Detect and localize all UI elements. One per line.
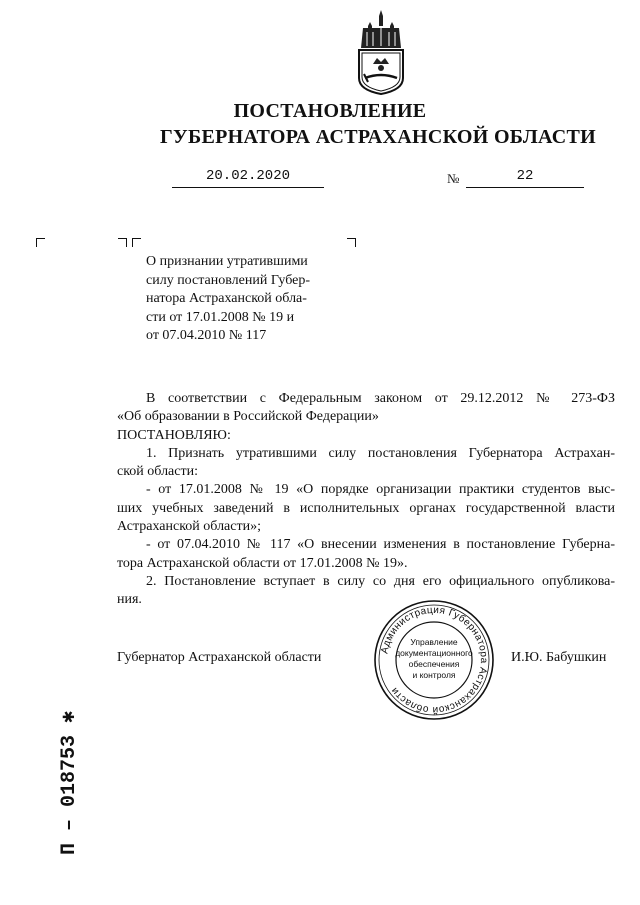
serial-code-text: П – 018753 ✱: [58, 710, 81, 855]
corner-mark-subject-left-b: [132, 238, 141, 247]
subject-line: от 07.04.2010 № 117: [146, 328, 267, 343]
subitem-1-line: - от 17.01.2008 № 19 «О порядке организации практики студентов выс-: [146, 482, 615, 498]
subitem-1-line: Астраханской области»;: [117, 519, 261, 535]
corner-mark-subject-left-a: [118, 238, 127, 247]
subitem-2-line: тора Астраханской области от 17.01.2008 № 19».: [117, 555, 408, 571]
number-sign: №: [447, 171, 460, 186]
subject-line: сти от 17.01.2008 № 19 и: [146, 309, 295, 325]
margin-serial-code: [55, 705, 95, 855]
item-1-line: 1. Признать утратившими силу постановления Губернатора Астрахан-: [146, 445, 615, 461]
document-body: [117, 390, 615, 610]
issuer-title: ГУБЕРНАТОРА АСТРАХАНСКОЙ ОБЛАСТИ: [159, 126, 597, 148]
number-underline: [466, 187, 584, 188]
preamble-line: «Об образовании в Российской Федерации»: [117, 409, 379, 425]
signatory-position: Губернатор Астраханской области: [117, 650, 322, 665]
stamp-inner-line: обеспечения: [408, 659, 460, 669]
stamp-ring-text: Администрация Губернатора Астраханской области: [379, 604, 490, 716]
decree-word: ПОСТАНОВЛЯЮ:: [117, 427, 231, 443]
corner-mark-subject-right: [347, 238, 356, 247]
coat-of-arms-icon: [353, 8, 409, 96]
corner-mark-left: [36, 238, 45, 247]
subitem-1-line: ших учебных заведений в исполнительных органах государственной власти: [117, 500, 615, 516]
signatory-name: И.Ю. Бабушкин: [511, 650, 607, 665]
document-type-title: ПОСТАНОВЛЕНИЕ: [233, 100, 427, 122]
item-2-line: ния.: [117, 592, 142, 608]
preamble-line: В соответствии с Федеральным законом от 29.12.2012 № 273-ФЗ: [146, 391, 615, 406]
date-underline: [172, 187, 324, 188]
stamp-inner-line: документационного: [395, 648, 473, 658]
subject-line: силу постановлений Губер-: [146, 272, 311, 288]
document-subject: [146, 253, 358, 346]
subject-line: О признании утратившими: [146, 254, 308, 269]
subject-line: натора Астраханской обла-: [146, 291, 307, 306]
stamp-inner-line: Управление: [410, 637, 458, 647]
subitem-2-line: - от 07.04.2010 № 117 «О внесении изменения в постановление Губерна-: [146, 537, 615, 553]
official-stamp: [372, 598, 496, 722]
item-1-line: ской области:: [117, 464, 198, 480]
document-number: 22: [516, 168, 534, 184]
stamp-inner-line: и контроля: [412, 670, 456, 680]
item-2-line: 2. Постановление вступает в силу со дня его официального опубликова-: [146, 573, 615, 589]
document-date: 20.02.2020: [205, 168, 290, 184]
